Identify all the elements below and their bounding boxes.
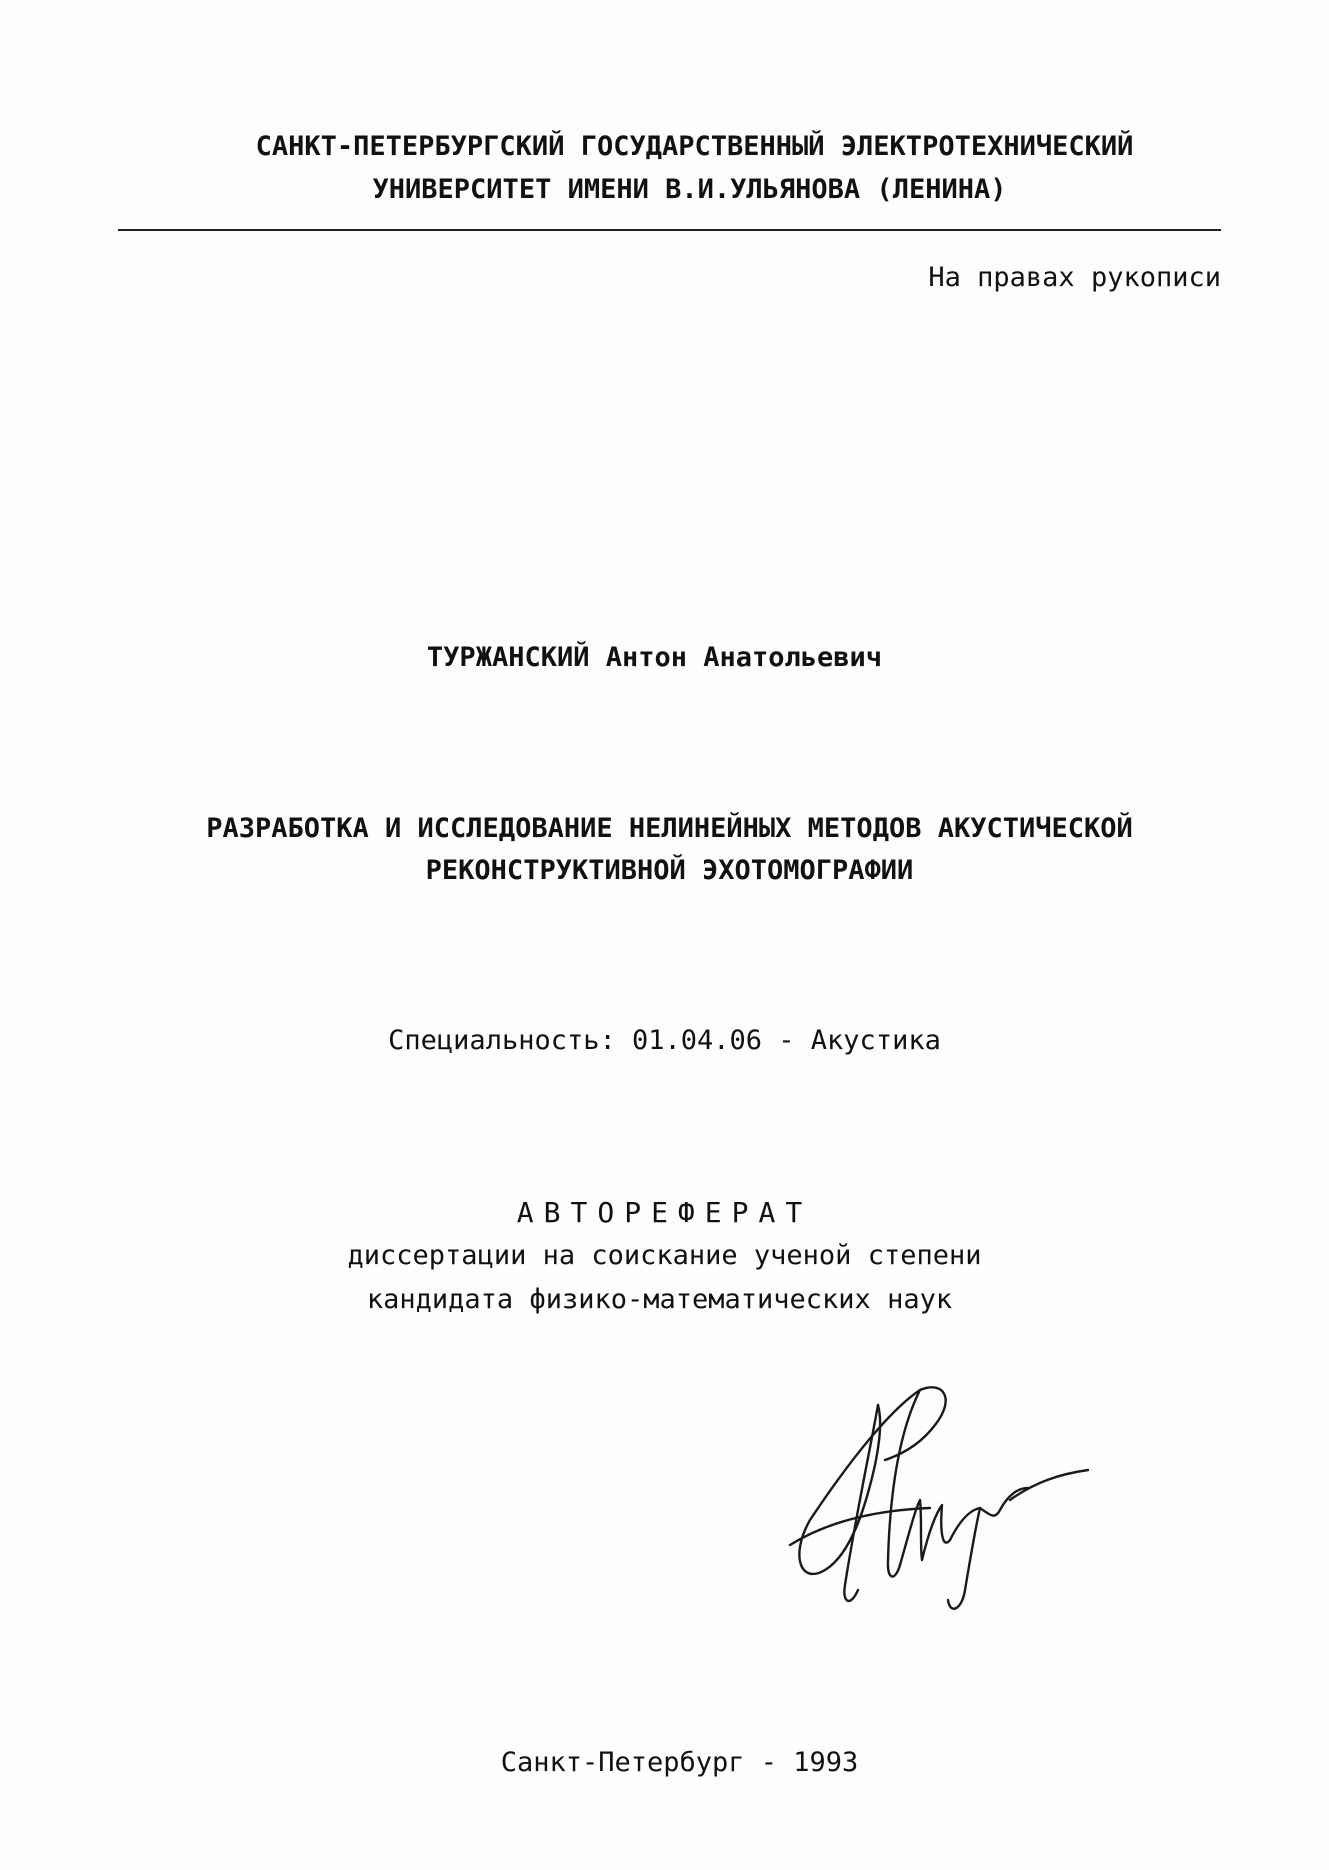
institution-name-line-2: УНИВЕРСИТЕТ ИМЕНИ В.И.УЛЬЯНОВА (ЛЕНИНА) [372, 174, 1007, 205]
dissertation-title-line-2: РЕКОНСТРУКТИВНОЙ ЭХОТОМОГРАФИИ [425, 855, 914, 886]
city-and-year: Санкт-Петербург - 1993 [500, 1747, 859, 1778]
dissertation-title-line-1: РАЗРАБОТКА И ИССЛЕДОВАНИЕ НЕЛИНЕЙНЫХ МЕТОДОВ АКУСТИЧЕСКОЙ [206, 813, 1133, 844]
document-type-heading: АВТОРЕФЕРАТ [516, 1196, 813, 1229]
degree-description-line-2: кандидата физико-математических наук [366, 1284, 953, 1315]
specialty-line: Специальность: 01.04.06 - Акустика [388, 1025, 941, 1056]
signature-icon [770, 1370, 1090, 1630]
degree-description-line-1: диссертации на соискание ученой степени [347, 1240, 982, 1271]
manuscript-rights-note: На правах рукописи [928, 262, 1221, 293]
institution-name-line-1: САНКТ-ПЕТЕРБУРГСКИЙ ГОСУДАРСТВЕННЫЙ ЭЛЕКТРОТЕХНИЧЕСКИЙ [255, 131, 1134, 162]
author-name: ТУРЖАНСКИЙ Антон Анатольевич [426, 642, 883, 673]
header-divider [118, 229, 1221, 231]
